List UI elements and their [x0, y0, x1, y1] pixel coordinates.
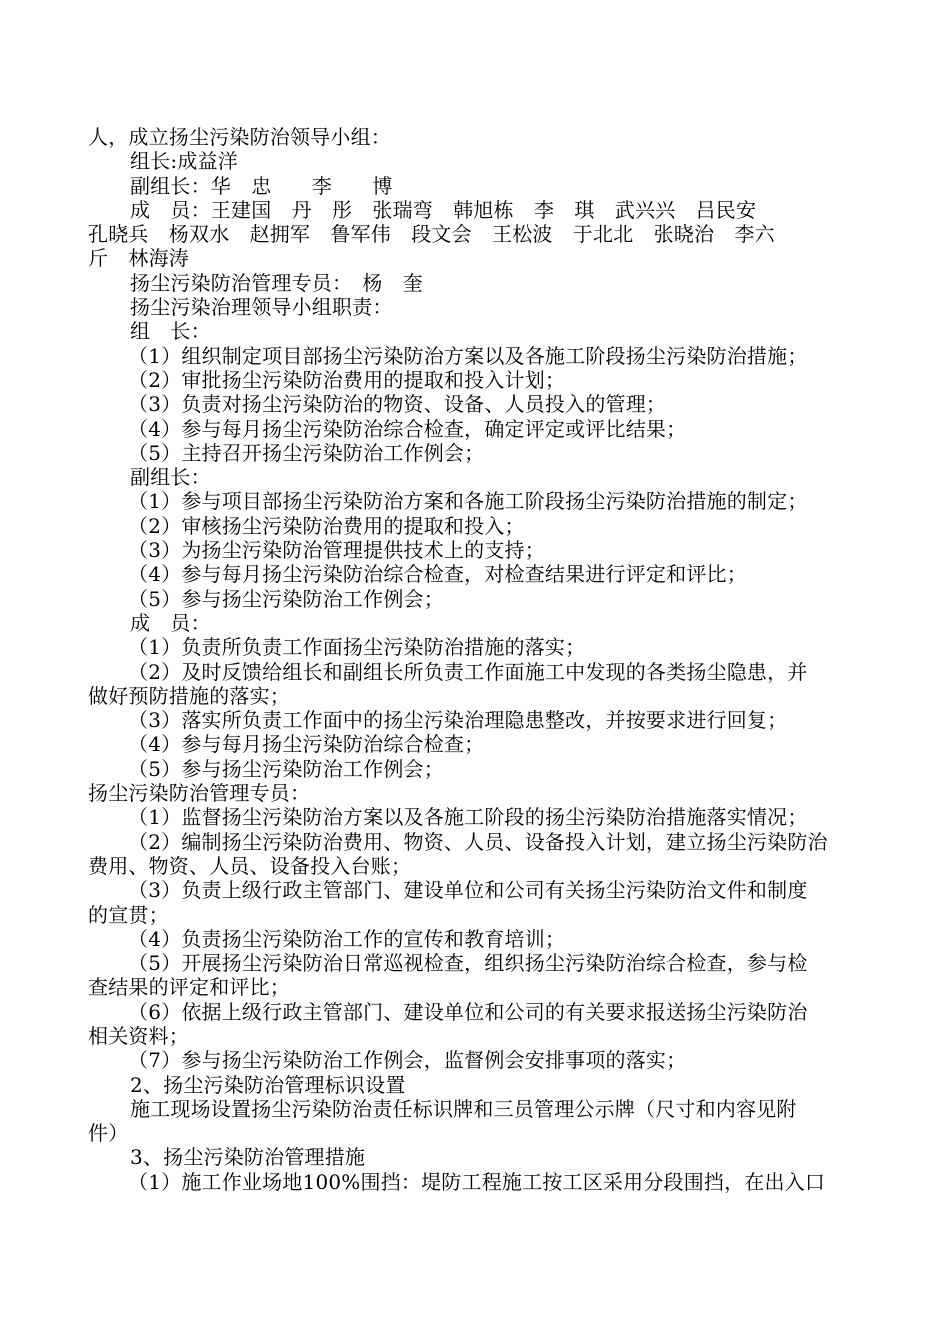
text-line: 做好预防措施的落实； [88, 683, 290, 708]
text-line: （2）审批扬尘污染防治费用的提取和投入计划； [128, 367, 566, 392]
text-line: 成 员：王建国 丹 彤 张瑞弯 韩旭栋 李 琪 武兴兴 吕民安 [130, 197, 757, 222]
text-line: 副组长： [130, 465, 211, 490]
text-line: （2）审核扬尘污染防治费用的提取和投入； [128, 513, 525, 538]
text-line: （6）依据上级行政主管部门、建设单位和公司的有关要求报送扬尘污染防治 [128, 999, 808, 1024]
document-body [88, 125, 866, 1194]
text-line: （1）监督扬尘污染防治方案以及各施工阶段的扬尘污染防治措施落实情况； [128, 805, 808, 830]
text-line: （1）负责所负责工作面扬尘污染防治措施的落实； [128, 635, 586, 660]
text-line: 副组长：华 忠 李 博 [130, 173, 393, 198]
text-line: （1）施工作业场地100%围挡：堤防工程施工按工区采用分段围挡，在出入口 [128, 1169, 826, 1194]
text-line: 费用、物资、人员、设备投入台账； [88, 853, 412, 878]
text-line: 的宣贯； [88, 902, 169, 927]
text-line: 3、扬尘污染防治管理措施 [130, 1145, 366, 1170]
text-line: 相关资料； [88, 1023, 189, 1048]
text-line: 扬尘污染治理领导小组职责： [130, 295, 393, 320]
text-line: 孔晓兵 杨双水 赵拥军 鲁军伟 段文会 王松波 于北北 张晓治 李六 [88, 222, 775, 247]
text-line: 2、扬尘污染防治管理标识设置 [130, 1072, 406, 1097]
text-line: （4）参与每月扬尘污染防治综合检查； [128, 732, 485, 757]
text-line: 人，成立扬尘污染防治领导小组： [88, 125, 391, 149]
text-line: （2）及时反馈给组长和副组长所负责工作面施工中发现的各类扬尘隐患，并 [128, 659, 808, 684]
text-line: 施工现场设置扬尘污染防治责任标识牌和三员管理公示牌（尺寸和内容见附 [130, 1096, 797, 1121]
text-line: 斤 林海涛 [88, 246, 189, 271]
text-line: （3）为扬尘污染防治管理提供技术上的支持； [128, 538, 545, 563]
text-line: （3）落实所负责工作面中的扬尘污染治理隐患整改，并按要求进行回复； [128, 708, 788, 733]
text-line: （7）参与扬尘污染防治工作例会，监督例会安排事项的落实； [128, 1048, 687, 1073]
text-line: （4）参与每月扬尘污染防治综合检查，确定评定或评比结果； [128, 416, 687, 441]
text-line: 组长:成益洋 [130, 149, 238, 174]
text-line: （5）参与扬尘污染防治工作例会； [128, 756, 444, 781]
text-line: （1）组织制定项目部扬尘污染防治方案以及各施工阶段扬尘污染防治措施； [128, 343, 808, 368]
text-line: （5）主持召开扬尘污染防治工作例会； [128, 440, 485, 465]
text-line: （5）开展扬尘污染防治日常巡视检查，组织扬尘污染防治综合检查，参与检 [128, 951, 808, 976]
text-line: （3）负责上级行政主管部门、建设单位和公司有关扬尘污染防治文件和制度 [128, 878, 808, 903]
text-line: （5）参与扬尘污染防治工作例会； [128, 586, 444, 611]
text-line: 扬尘污染防治管理专员： 杨 奎 [130, 270, 423, 295]
text-line: （3）负责对扬尘污染防治的物资、设备、人员投入的管理； [128, 392, 667, 417]
text-line: 件） [88, 1121, 129, 1146]
text-line: 成 员： [130, 610, 211, 635]
text-line: （1）参与项目部扬尘污染防治方案和各施工阶段扬尘污染防治措施的制定； [128, 489, 808, 514]
text-line: （2）编制扬尘污染防治费用、物资、人员、设备投入计划，建立扬尘污染防治 [128, 829, 828, 854]
text-line: 查结果的评定和评比； [88, 975, 290, 1000]
text-line: 扬尘污染防治管理专员： [88, 781, 311, 806]
text-line: （4）负责扬尘污染防治工作的宣传和教育培训； [128, 926, 566, 951]
text-line: （4）参与每月扬尘污染防治综合检查，对检查结果进行评定和评比； [128, 562, 747, 587]
text-line: 组 长： [130, 319, 211, 344]
